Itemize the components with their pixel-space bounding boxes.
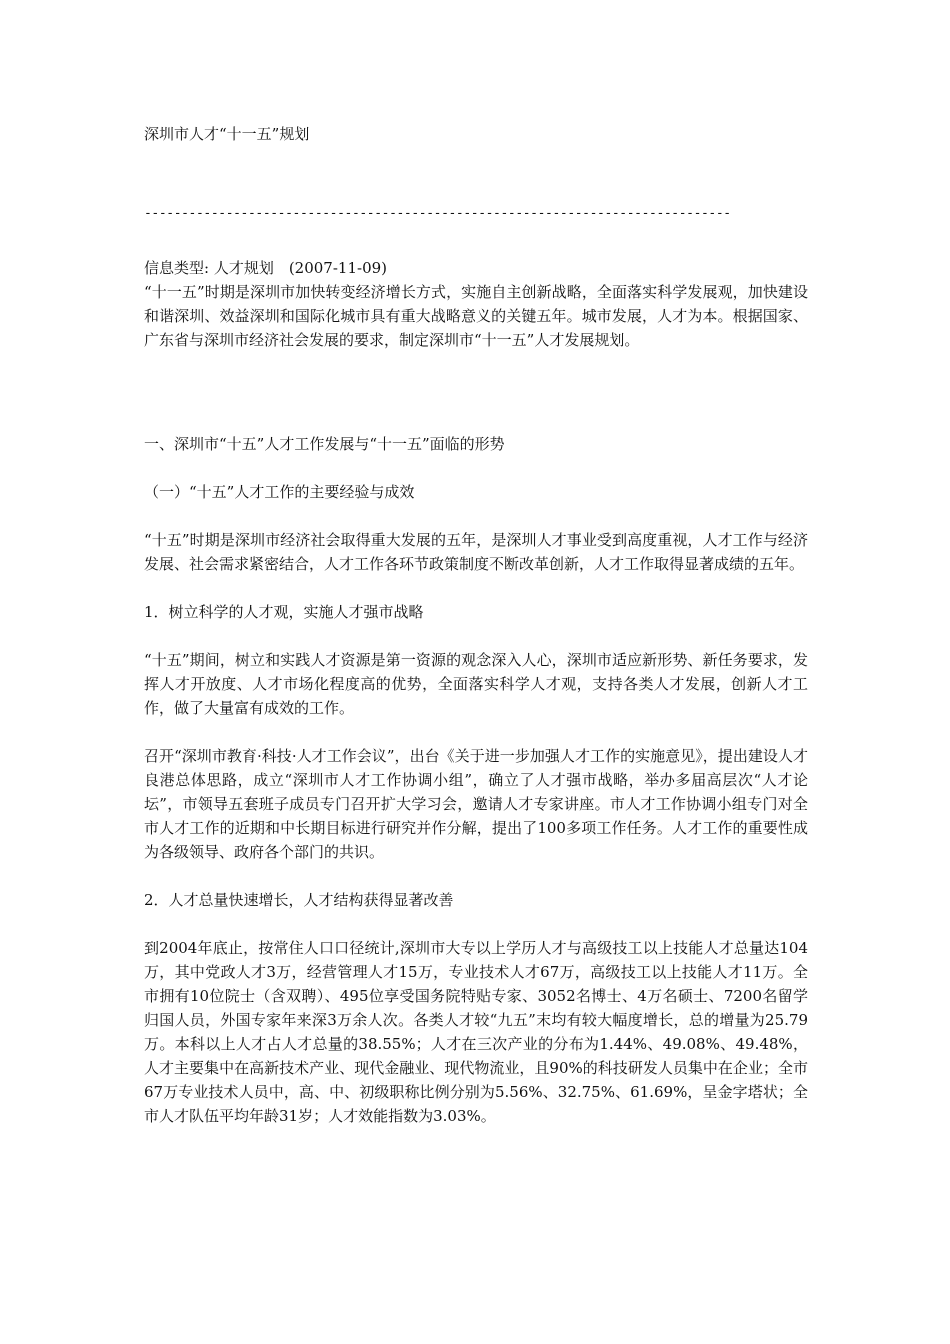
document-body <box>144 122 808 1128</box>
divider-line: ------------------------------------------------------------------------------- <box>144 206 731 221</box>
intro-paragraph: “十一五”时期是深圳市加快转变经济增长方式，实施自主创新战略，全面落实科学发展观，加快建设和谐深圳、效益深圳和国际化城市具有重大战略意义的关键五年。城市发展，人才为本。根据国家、广东省与深圳市经济社会发展的要求，制定深圳市“十一五”人才发展规划。 <box>144 283 808 349</box>
section-1-heading: 一、深圳市“十五”人才工作发展与“十一五”面临的形势 <box>144 435 505 453</box>
paragraph-1: “十五”时期是深圳市经济社会取得重大发展的五年，是深圳人才事业受到高度重视，人才工作与经济发展、社会需求紧密结合，人才工作各环节政策制度不断改革创新，人才工作取得显著成绩的五年。 <box>144 531 808 573</box>
document-title: 深圳市人才“十一五”规划 <box>144 125 310 143</box>
subsection-1-heading: （一）“十五”人才工作的主要经验与成效 <box>144 483 415 501</box>
point-2-heading: 2．人才总量快速增长，人才结构获得显著改善 <box>144 891 454 909</box>
paragraph-3: 召开“深圳市教育·科技·人才工作会议”，出台《关于进一步加强人才工作的实施意见》，提出建设人才良港总体思路，成立“深圳市人才工作协调小组”，确立了人才强市战略，举办多届高层次“人才论坛”，市领导五套班子成员专门召开扩大学习会，邀请人才专家讲座。市人才工作协调小组专门对全市人才工作的近期和中长期目标进行研究并作分解，提出了100多项工作任务。人才工作的重要性成为各级领导、政府各个部门的共识。 <box>144 747 808 861</box>
paragraph-2: “十五”期间，树立和实践人才资源是第一资源的观念深入人心，深圳市适应新形势、新任务要求，发挥人才开放度、人才市场化程度高的优势，全面落实科学人才观，支持各类人才发展，创新人才工作，做了大量富有成效的工作。 <box>144 651 808 717</box>
paragraph-4: 到2004年底止，按常住人口口径统计,深圳市大专以上学历人才与高级技工以上技能人才总量达104万，其中党政人才3万，经营管理人才15万，专业技术人才67万，高级技工以上技能人才11万。全市拥有10位院士（含双聘）、495位享受国务院特贴专家、3052名博士、4万名硕士、7200名留学归国人员，外国专家年来深3万余人次。各类人才较“九五”末均有较大幅度增长，总的增量为25.79万。本科以上人才占人才总量的38.55%；人才在三次产业的分布为1.44%、49.08%、49.48%，人才主要集中在高新技术产业、现代金融业、现代物流业，且90%的科技研发人员集中在企业；全市67万专业技术人员中，高、中、初级职称比例分别为5.56%、32.75%、61.69%，呈金字塔状；全市人才队伍平均年龄31岁；人才效能指数为3.03%。 <box>144 939 808 1125</box>
point-1-heading: 1．树立科学的人才观，实施人才强市战略 <box>144 603 424 621</box>
info-line: 信息类型: 人才规划 (2007-11-09) <box>144 259 388 277</box>
